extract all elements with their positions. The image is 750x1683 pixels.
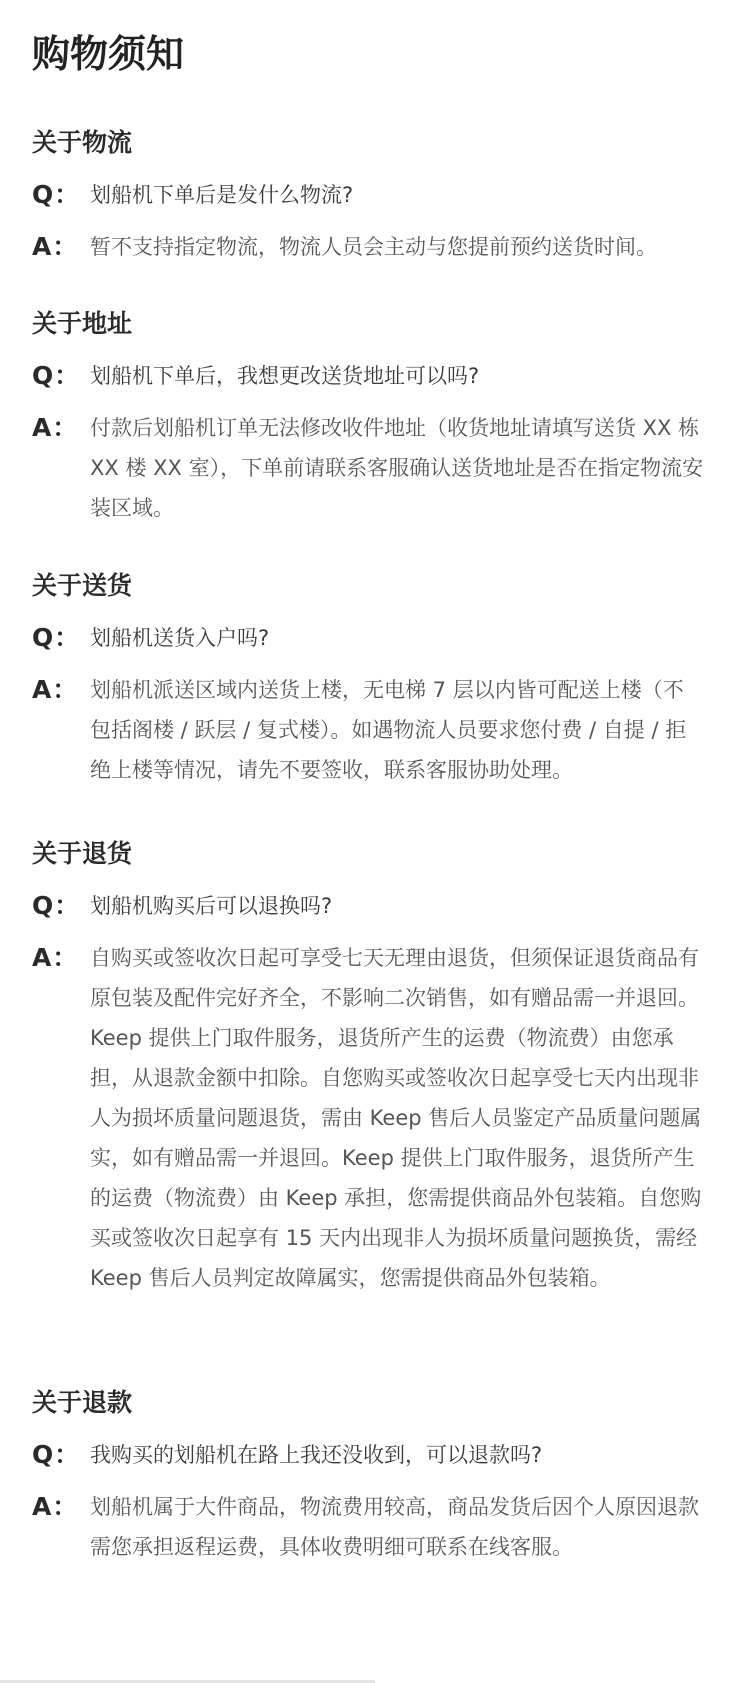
question-label: Q：: [32, 180, 81, 209]
answer-row: [32, 938, 704, 1298]
answer-text: 付款后划船机订单无法修改收件地址（收货地址请填写送货 XX 栋 XX 楼 XX 室），下单前请联系客服确认送货地址是否在指定物流安装区域。: [90, 416, 704, 520]
section-title: 关于地址: [32, 309, 133, 338]
answer-text: 暂不支持指定物流，物流人员会主动与您提前预约送货时间。: [90, 235, 657, 259]
question-row: [32, 175, 704, 215]
question-row: [32, 356, 704, 396]
answer-row: [32, 670, 704, 790]
answer-text: 自购买或签收次日起可享受七天无理由退货，但须保证退货商品有原包装及配件完好齐全，不影响二次销售，如有赠品需一并退回。Keep 提供上门取件服务，退货所产生的运费（物流费）由您承担，从退款金额中扣除。自您购买或签收次日起享受七天内出现非人为损坏质量问题退货，需由 Keep 售后人员鉴定产品质量问题属实，如有赠品需一并退回。Keep 提供上门取件服务，退货所产生的运费（物流费）由 Keep 承担，您需提供商品外包装箱。自您购买或签收次日起享有 15 天内出现非人为损坏质量问题换货，需经 Keep 售后人员判定故障属实，您需提供商品外包装箱。: [90, 946, 702, 1290]
answer-label: A：: [32, 232, 79, 261]
answer-row: [32, 1487, 704, 1567]
section-title: 关于退款: [32, 1388, 133, 1417]
question-text: 划船机下单后，我想更改送货地址可以吗?: [90, 364, 480, 388]
question-label: Q：: [32, 361, 81, 390]
section-delivery: [32, 568, 704, 790]
section-title: 关于送货: [32, 571, 133, 600]
question-text: 划船机送货入户吗?: [90, 626, 270, 650]
question-text: 我购买的划船机在路上我还没收到，可以退款吗?: [90, 1443, 543, 1467]
page-title: 购物须知: [32, 32, 185, 76]
section-refunds: [32, 1385, 704, 1567]
question-row: [32, 1435, 704, 1475]
question-row: [32, 618, 704, 658]
answer-row: [32, 227, 704, 267]
question-row: [32, 886, 704, 926]
section-logistics: [32, 125, 704, 267]
section-title: 关于退货: [32, 839, 133, 868]
answer-row: [32, 408, 704, 528]
section-returns: [32, 836, 704, 1298]
answer-label: A：: [32, 943, 79, 972]
question-label: Q：: [32, 891, 81, 920]
section-title: 关于物流: [32, 128, 133, 157]
question-label: Q：: [32, 623, 81, 652]
answer-label: A：: [32, 413, 79, 442]
question-text: 划船机购买后可以退换吗?: [90, 894, 333, 918]
answer-text: 划船机属于大件商品，物流费用较高，商品发货后因个人原因退款需您承担返程运费，具体收费明细可联系在线客服。: [90, 1495, 699, 1559]
answer-label: A：: [32, 1492, 79, 1521]
question-text: 划船机下单后是发什么物流?: [90, 183, 354, 207]
question-label: Q：: [32, 1440, 81, 1469]
answer-label: A：: [32, 675, 79, 704]
section-address: [32, 306, 704, 528]
answer-text: 划船机派送区域内送货上楼，无电梯 7 层以内皆可配送上楼（不包括阁楼 / 跃层 / 复式楼）。如遇物流人员要求您付费 / 自提 / 拒绝上楼等情况，请先不要签收，联系客服协助处理。: [90, 678, 687, 782]
